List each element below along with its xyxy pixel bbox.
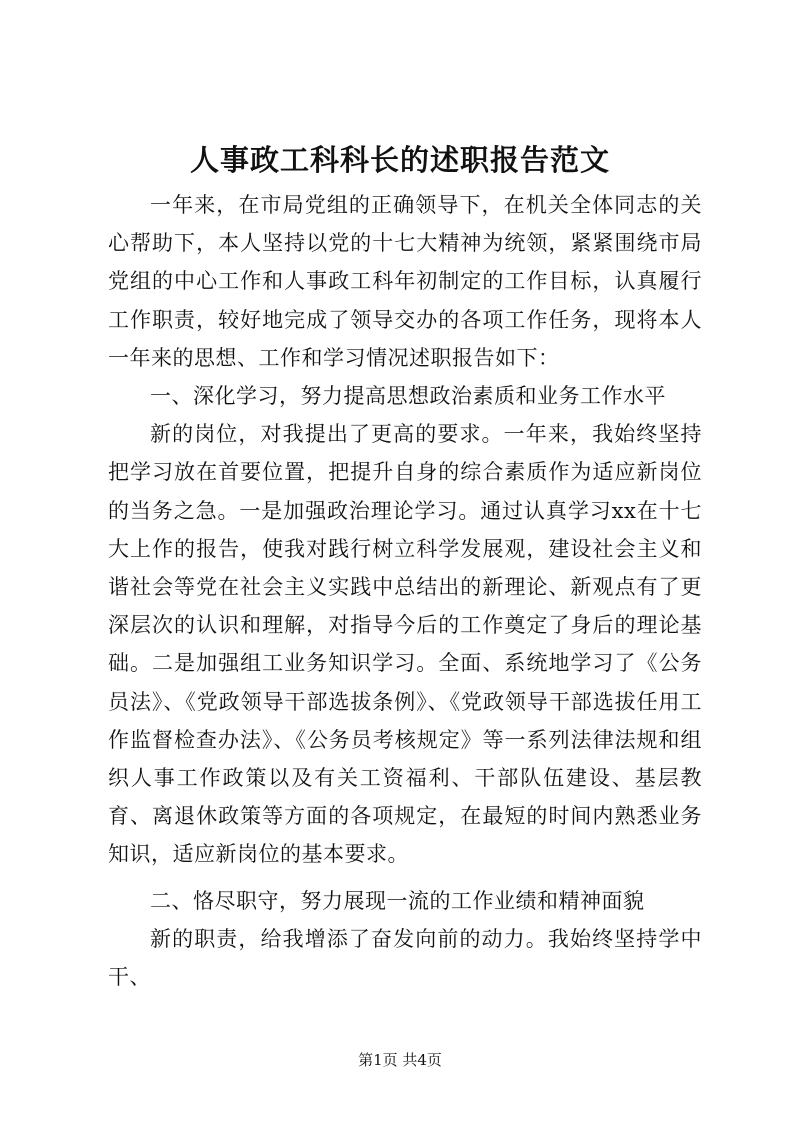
page-number-footer: 第1页 共4页 xyxy=(358,1051,442,1069)
paragraph-gap xyxy=(108,874,702,882)
section-2-heading: 二、恪尽职守，努力展现一流的工作业绩和精神面貌 xyxy=(150,888,645,913)
intro-paragraph: 一年来，在市局党组的正确领导下，在机关全体同志的关心帮助下，本人坚持以党的十七大精神为统领，紧紧围绕市局党组的中心工作和人事政工科年初制定的工作目标，认真履行工作职责，较好地完成了领导交办的各项工作任务，现将本人一年来的思想、工作和学习情况述职报告如下： xyxy=(108,193,702,370)
document-title: 人事政工科科长的述职报告范文 xyxy=(189,143,610,177)
document-body xyxy=(108,186,702,996)
section-2-paragraph: 新的职责，给我增添了奋发向前的动力。我始终坚持学中干、 xyxy=(108,926,702,990)
section-1-heading: 一、深化学习，努力提高思想政治素质和业务工作水平 xyxy=(150,384,666,409)
section-1-paragraph: 新的岗位，对我提出了更高的要求。一年来，我始终坚持把学习放在首要位置，把提升自身的综合素质作为适应新岗位的当务之急。一是加强政治理论学习。通过认真学习xx在十七大上作的报告，使我对践行树立科学发展观，建设社会主义和谐社会等党在社会主义实践中总结出的新理论、新观点有了更深层次的认识和理解，对指导今后的工作奠定了身后的理论基础。二是加强组工业务知识学习。全面、系统地学习了《公务员法》、《党政领导干部选拔条例》、《党政领导干部选拔任用工作监督检查办法》、《公务员考核规定》等一系列法律法规和组织人事工作政策以及有关工资福利、干部队伍建设、基层教育、离退休政策等方面的各项规定，在最短的时间内熟悉业务知识，适应新岗位的基本要求。 xyxy=(108,422,702,867)
